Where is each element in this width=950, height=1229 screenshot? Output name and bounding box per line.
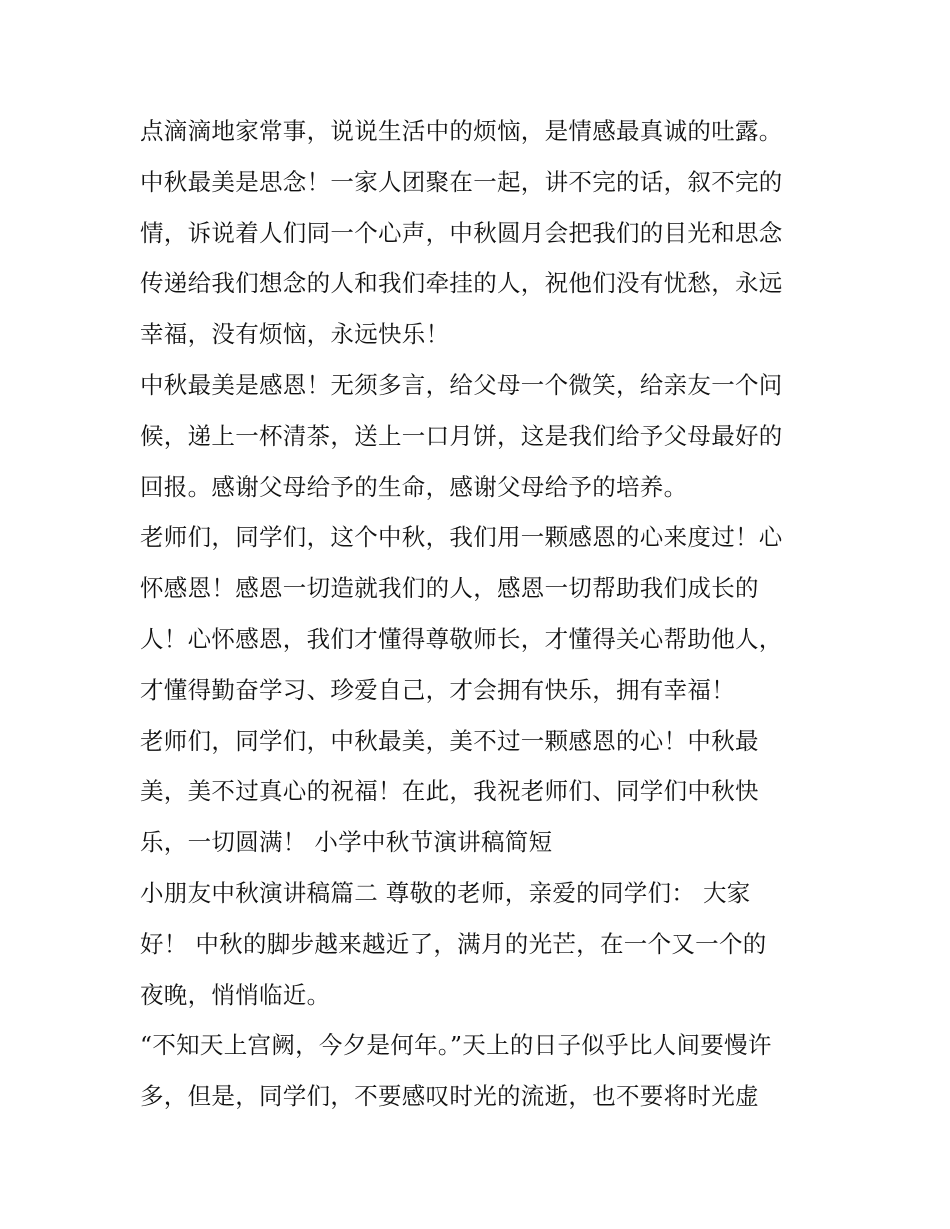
text-line: 乐，一切圆满！ 小学中秋节演讲稿简短 (140, 828, 553, 857)
text-line: 情，诉说着人们同一个心声，中秋圆月会把我们的目光和思念 (140, 218, 783, 247)
text-line: 夜晚，悄悄临近。 (140, 980, 331, 1009)
text-line: 人！心怀感恩，我们才懂得尊敬师长，才懂得关心帮助他人， (140, 624, 783, 653)
text-line: 老师们，同学们，中秋最美，美不过一颗感恩的心！中秋最 (140, 726, 759, 755)
text-line: 好！ 中秋的脚步越来越近了，满月的光芒，在一个又一个的 (140, 929, 767, 958)
text-line: 美，美不过真心的祝福！在此，我祝老师们、同学们中秋快 (140, 777, 759, 806)
text-line: “不知天上宫阙，今夕是何年。”天上的日子似乎比人间要慢许 (140, 1031, 772, 1060)
text-line: 中秋最美是感恩！无须多言，给父母一个微笑，给亲友一个问 (140, 370, 783, 399)
text-line: 回报。感谢父母给予的生命，感谢父母给予的培养。 (140, 472, 688, 501)
body-text (140, 106, 820, 1122)
text-line: 中秋最美是思念！一家人团聚在一起，讲不完的话，叙不完的 (140, 167, 783, 196)
text-line: 老师们，同学们，这个中秋，我们用一颗感恩的心来度过！心 (140, 523, 783, 552)
text-line: 候，递上一杯清茶，送上一口月饼，这是我们给予父母最好的 (140, 421, 783, 450)
text-line: 小朋友中秋演讲稿篇二 尊敬的老师，亲爱的同学们： 大家 (140, 878, 751, 907)
text-line: 点滴滴地家常事，说说生活中的烦恼，是情感最真诚的吐露。 (140, 117, 783, 145)
text-line: 才懂得勤奋学习、珍爱自己，才会拥有快乐，拥有幸福！ (140, 675, 735, 704)
text-line: 怀感恩！感恩一切造就我们的人，感恩一切帮助我们成长的 (140, 574, 759, 603)
text-line: 幸福，没有烦恼，永远快乐！ (140, 320, 450, 349)
text-line: 多，但是，同学们，不要感叹时光的流逝，也不要将时光虚 (140, 1082, 759, 1111)
text-line: 传递给我们想念的人和我们牵挂的人，祝他们没有忧愁，永远 (140, 269, 783, 298)
